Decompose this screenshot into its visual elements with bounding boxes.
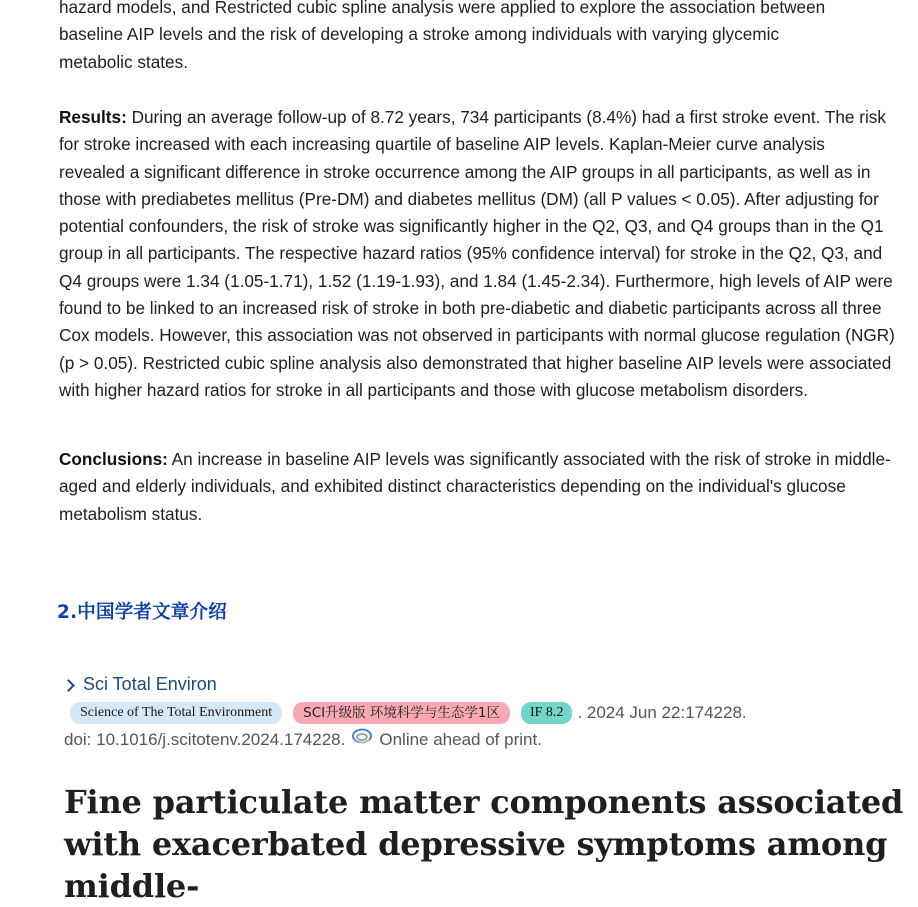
article-title: Fine particulate matter components associated with exacerbated depressive symptoms among middle- xyxy=(64,783,904,905)
impact-factor-badge: IF 8.2 xyxy=(521,702,572,724)
journal-tags-row xyxy=(70,701,747,725)
online-print-icon xyxy=(351,728,373,746)
abstract-results xyxy=(59,104,895,404)
results-text: During an average follow-up of 8.72 years, 734 participants (8.4%) had a first stroke event. The risk for stroke increased with each increasing quartile of baseline AIP levels. Kaplan-Meier curve analysis revealed a significant difference in stroke occurrence among the AIP groups in all participants, as well as in those with prediabetes mellitus (Pre-DM) and diabetes mellitus (DM) (all P values < 0.05). After adjusting for potential confounders, the risk of stroke was significantly higher in the Q2, Q3, and Q4 groups than in the Q1 group in all participants. The respective hazard ratios (95% confidence interval) for stroke in the Q2, Q3, and Q4 groups were 1.34 (1.05-1.71), 1.52 (1.19-1.93), and 1.84 (1.45-2.34). Furthermore, high levels of AIP were found to be linked to an increased risk of stroke in both pre-diabetic and diabetic participants across all three Cox models. However, this association was not observed in participants with normal glucose regulation (NGR) (p > 0.05). Restricted cubic spline analysis also demonstrated that higher baseline AIP levels were associated with higher hazard ratios for stroke in all participants and those with glucose metabolism disorders. xyxy=(59,107,895,400)
sci-zone-badge: SCI升级版 环境科学与生态学1区 xyxy=(293,702,510,724)
conclusions-label: Conclusions: xyxy=(59,449,168,469)
conclusions-text: An increase in baseline AIP levels was significantly associated with the risk of stroke in middle-aged and elderly individuals, and exhibited distinct characteristics depending on the individual's glucose metabolism status. xyxy=(59,449,891,524)
abstract-methods-tail xyxy=(59,0,895,76)
intro-line-3: metabolic states. xyxy=(59,51,188,72)
abstract-conclusions xyxy=(59,446,895,528)
doi-text: doi: 10.1016/j.scitotenv.2024.174228. xyxy=(64,730,346,749)
journal-abbrev: Sci Total Environ xyxy=(83,674,217,694)
results-label: Results: xyxy=(59,107,127,127)
intro-line-2: baseline AIP levels and the risk of developing a stroke among individuals with varying glycemic xyxy=(59,24,780,45)
section-heading: 2.中国学者文章介绍 xyxy=(57,602,227,623)
intro-line-1: hazard models, and Restricted cubic spline analysis were applied to explore the association between xyxy=(59,0,826,17)
publication-date: . 2024 Jun 22:174228. xyxy=(577,703,747,722)
print-status: Online ahead of print. xyxy=(379,730,542,749)
chevron-right-icon xyxy=(62,679,75,692)
journal-link[interactable] xyxy=(64,674,217,695)
doi-row xyxy=(64,730,542,750)
journal-name-badge: Science of The Total Environment xyxy=(70,702,282,724)
